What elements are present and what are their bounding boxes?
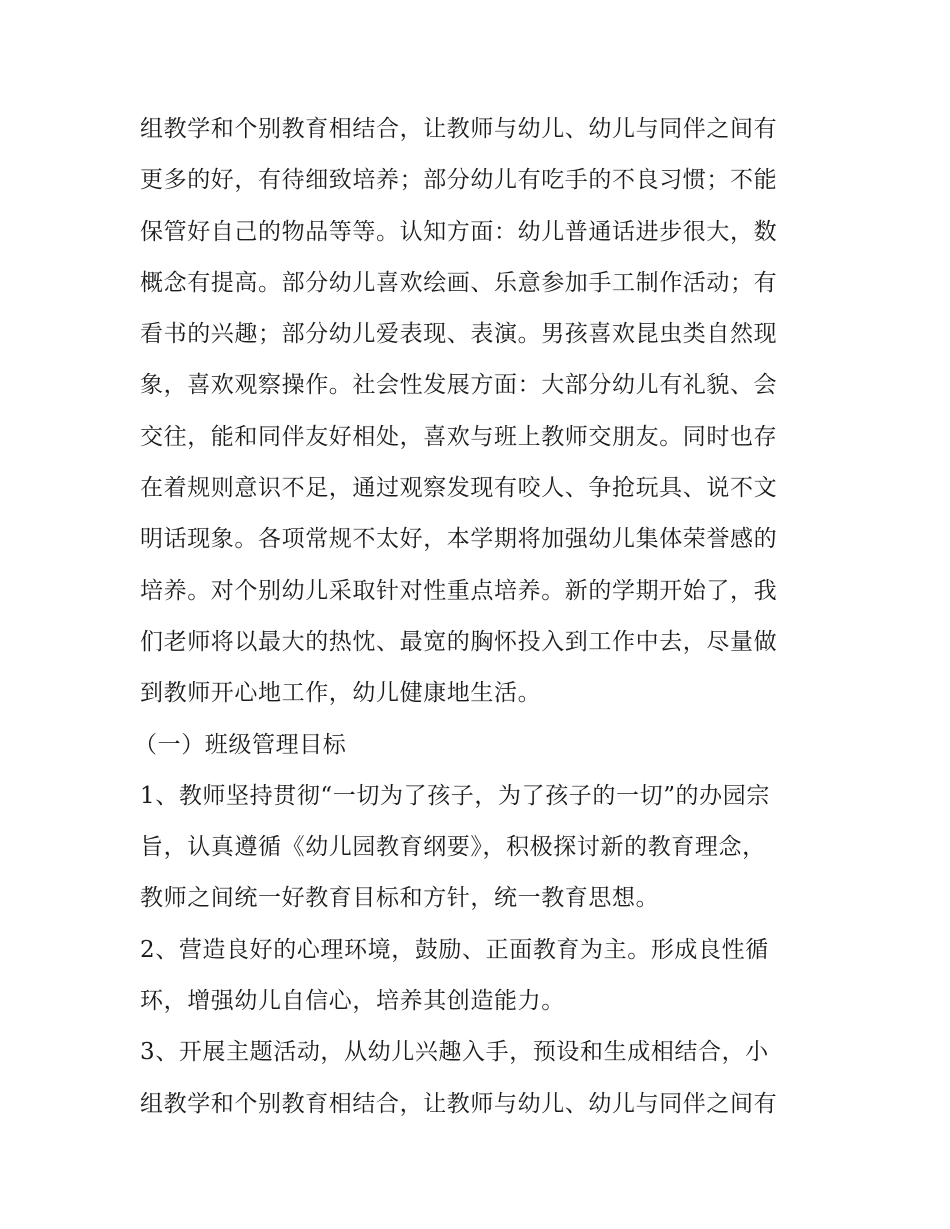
text-line-14: 1、教师坚持贯彻“一切为了孩子，为了孩子的一切”的办园宗 — [140, 782, 770, 809]
text-line-16: 教师之间统一好教育目标和方针，统一教育思想。 — [140, 885, 660, 912]
text-line-9: 明话现象。各项常规不太好，本学期将加强幼儿集体荣誉感的 — [140, 526, 778, 553]
text-line-1: 组教学和个别教育相结合，让教师与幼儿、幼儿与同伴之间有 — [140, 116, 778, 142]
text-line-10: 培养。对个别幼儿采取针对性重点培养。新的学期开始了，我 — [140, 577, 778, 604]
text-line-11: 们老师将以最大的热忱、最宽的胸怀投入到工作中去，尽量做 — [140, 628, 778, 655]
text-line-2: 更多的好，有待细致培养；部分幼儿有吃手的不良习惯；不能 — [140, 167, 778, 194]
text-line-18: 环，增强幼儿自信心，培养其创造能力。 — [140, 988, 565, 1015]
text-line-19: 3、开展主题活动，从幼儿兴趣入手，预设和生成相结合，小 — [140, 1039, 769, 1066]
text-line-3: 保管好自己的物品等等。认知方面：幼儿普通话进步很大，数 — [140, 218, 778, 245]
document-body — [134, 104, 820, 1130]
text-line-15: 旨，认真遵循《幼儿园教育纲要》，积极探讨新的教育理念， — [140, 834, 766, 861]
section-heading: （一）班级管理目标 — [134, 731, 347, 758]
text-line-17: 2、营造良好的心理环境，鼓励、正面教育为主。形成良性循 — [140, 936, 769, 963]
text-line-8: 在着规则意识不足，通过观察发现有咬人、争抢玩具、说不文 — [140, 475, 778, 502]
text-line-5: 看书的兴趣；部分幼儿爱表现、表演。男孩喜欢昆虫类自然现 — [140, 321, 778, 348]
text-line-12: 到教师开心地工作，幼儿健康地生活。 — [140, 680, 542, 707]
text-line-20: 组教学和个别教育相结合，让教师与幼儿、幼儿与同伴之间有 — [140, 1090, 778, 1117]
text-line-7: 交往，能和同伴友好相处，喜欢与班上教师交朋友。同时也存 — [140, 423, 778, 450]
text-line-4: 概念有提高。部分幼儿喜欢绘画、乐意参加手工制作活动；有 — [140, 269, 778, 296]
text-line-6: 象，喜欢观察操作。社会性发展方面：大部分幼儿有礼貌、会 — [140, 372, 778, 399]
